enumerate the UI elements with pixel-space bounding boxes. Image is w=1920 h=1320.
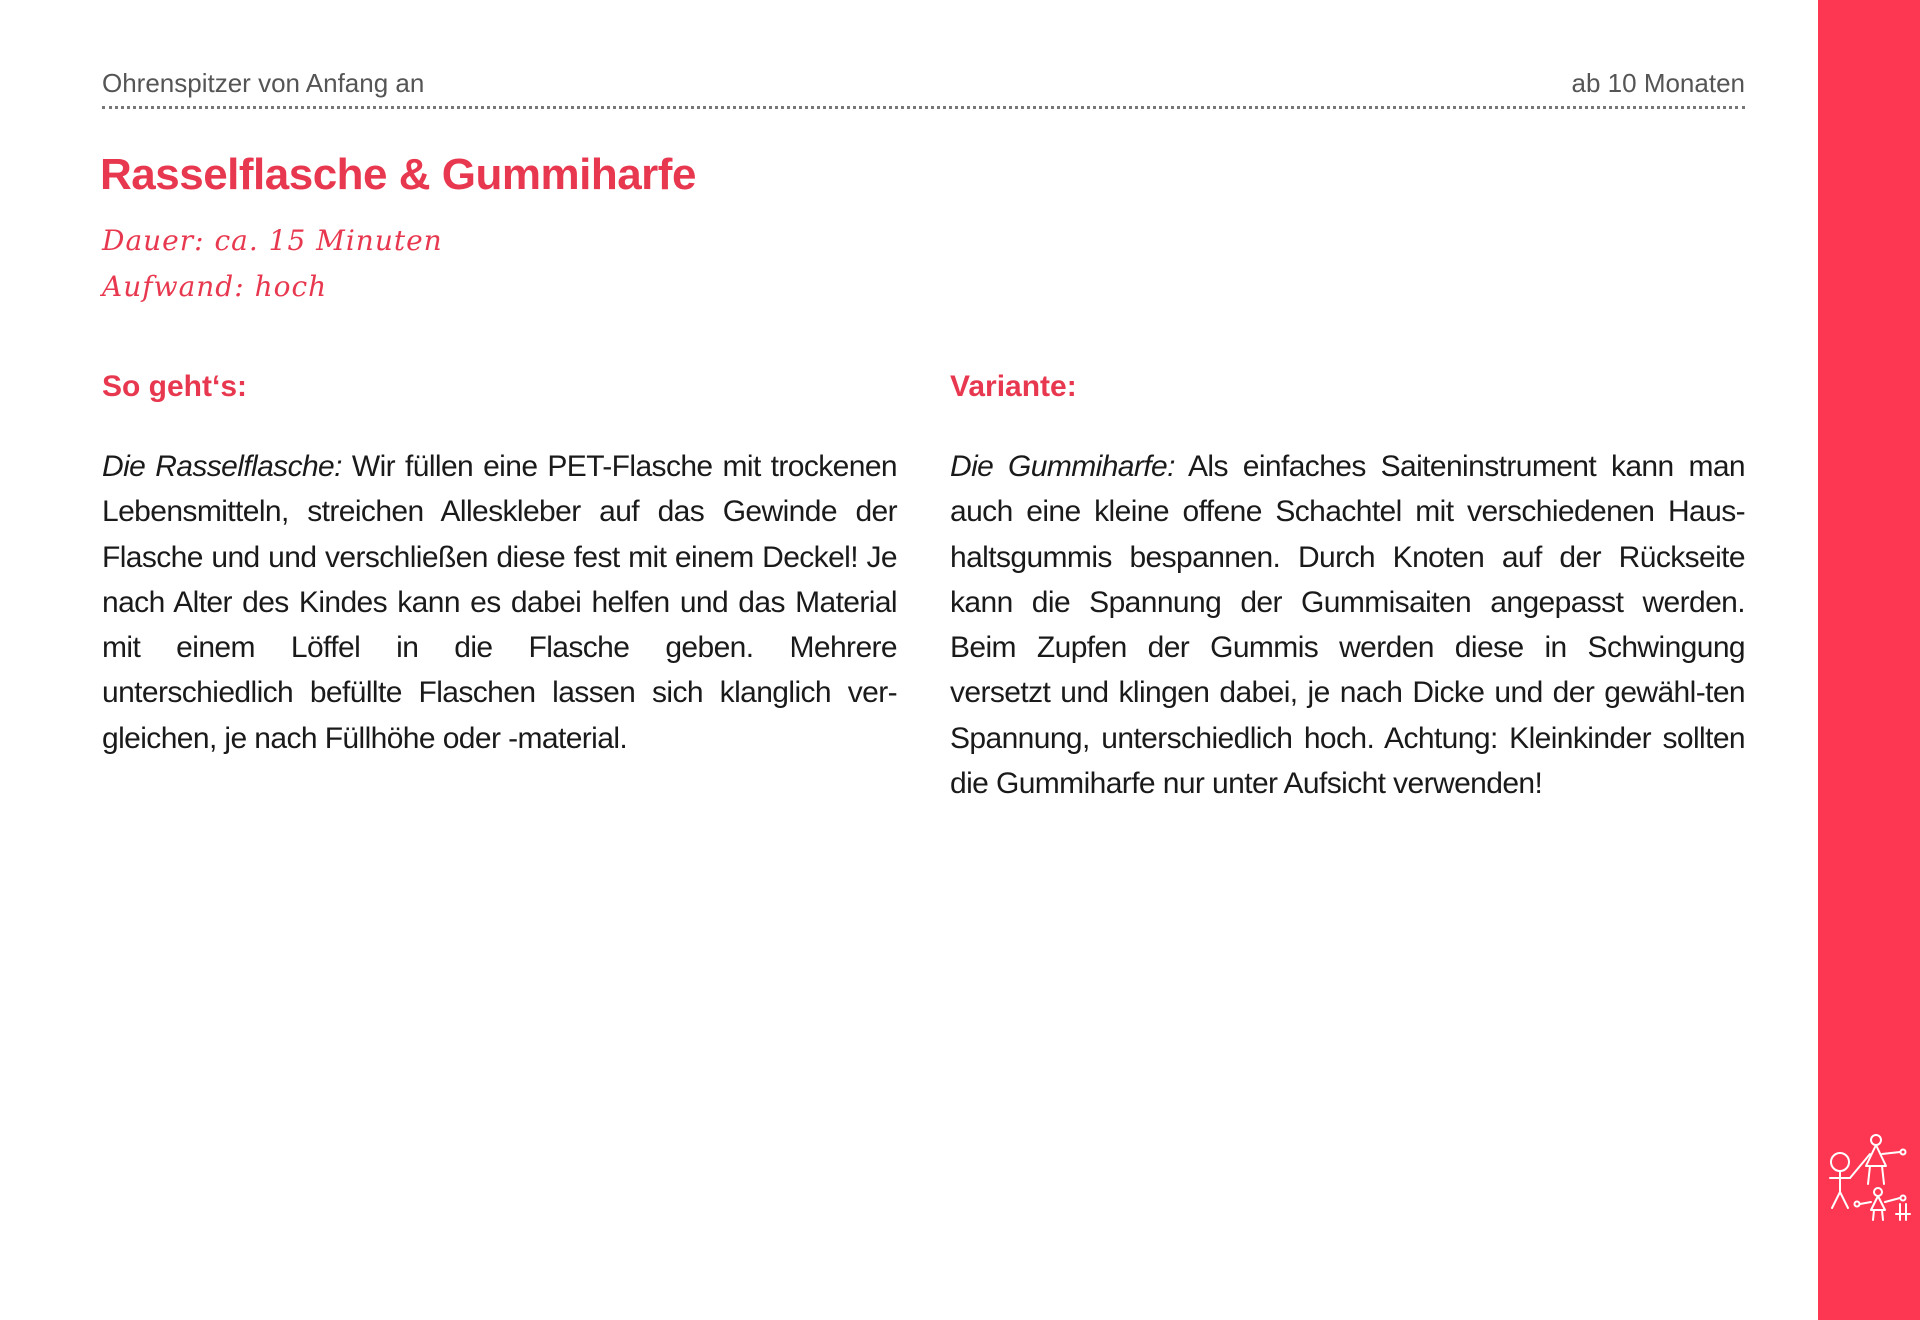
variant-body: Als einfaches Saiteninstrument kann man auch eine kleine offene Schachtel mit verschiedenen Haus-haltsgummis bespannen. Durch Knoten auf der Rückseite kann die Spannung der Gummisaiten angepasst werden. Beim Zupfen der Gummis werden diese in Schwingung versetzt und klingen dabei, je nach Dicke und der gewähl-ten Spannung, unterschiedlich hoch. Achtung: Kleinkinder sollten die Gummiharfe nur unter Aufsicht verwenden! (950, 450, 1745, 801)
variant-lead: Die Gummiharfe: (950, 450, 1175, 483)
variant-column (950, 370, 1745, 806)
page-sidebar-band (1818, 0, 1920, 1320)
header-series-title: Ohrenspitzer von Anfang an (102, 68, 425, 98)
variant-text (950, 444, 1745, 806)
duration-label: Dauer: ca. 15 Minuten (102, 224, 443, 257)
instructions-text (102, 444, 897, 761)
page-header (102, 66, 1745, 109)
page-title: Rasselflasche & Gummiharfe (100, 150, 696, 199)
instructions-column (102, 370, 897, 761)
header-age-label: ab 10 Monaten (1571, 68, 1745, 98)
effort-label: Aufwand: hoch (102, 270, 328, 303)
instructions-heading: So geht‘s: (102, 370, 248, 403)
variant-heading: Variante: (950, 370, 1077, 403)
instructions-body: Wir füllen eine PET-Flasche mit trockenen Lebensmitteln, streichen Alleskleber auf das Gewinde der Flasche und und verschließen diese fest mit einem Deckel! Je nach Alter des Kindes kann es dabei helfen und das Material mit einem Löffel in die Flasche geben. Mehrere unterschiedlich befüllte Flaschen lassen sich klanglich ver-gleichen, je nach Füllhöhe oder -material. (102, 450, 898, 755)
instructions-lead: Die Rasselflasche: (102, 450, 342, 483)
family-figures-icon (1826, 1132, 1912, 1222)
